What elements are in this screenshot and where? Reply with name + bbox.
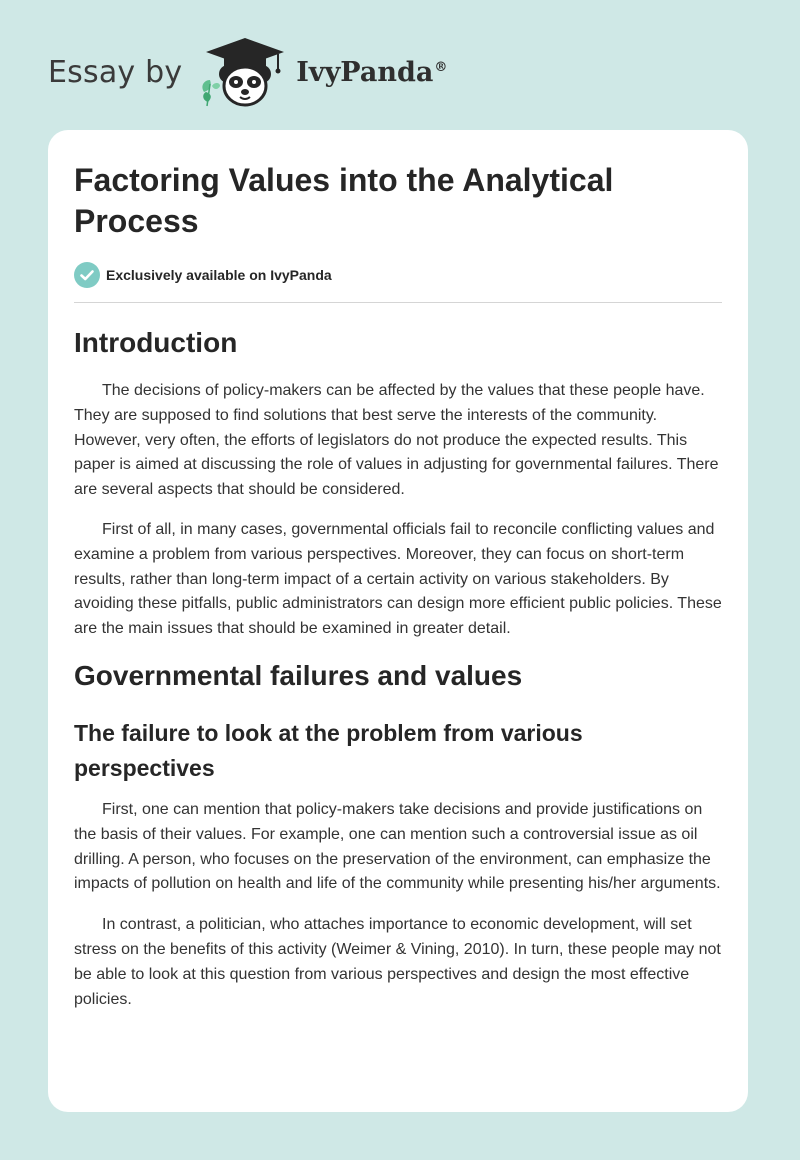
paragraph: The decisions of policy-makers can be affected by the values that these people have. They are supposed to find solutions that best serve the interests of the community. However, very often, the efforts of legislators do not produce the expected results. This paper is aimed at discussing the role of values in adjusting for governmental failures. There are several aspects that should be considered. [74,382,719,499]
essay-title: Factoring Values into the Analytical Process [74,162,614,239]
site-header [48,36,447,108]
exclusive-label: Exclusively available on IvyPanda [106,267,332,283]
check-circle-icon [74,262,100,288]
governmental-failures-heading: Governmental failures and values [74,659,523,691]
introduction-heading: Introduction [74,327,238,358]
brand-name[interactable] [296,57,447,88]
title-divider [74,302,722,303]
essay-card [48,130,748,1112]
paragraph: First of all, in many cases, governmental officials fail to reconcile conflicting values and examine a problem from various perspectives. Moreover, they can focus on short-term results, rather than long-term impact of a certain activity on various stakeholders. By avoiding these pitfalls, public administrators can design more efficient public policies. These are the main issues that should be examined in greater detail. [74,520,722,638]
essay-by-label: Essay by [48,54,183,90]
paragraph: First, one can mention that policy-makers take decisions and provide justifications on the basis of their values. For example, one can mention such a controversial issue as oil drilling. A person, who focuses on the preservation of the environment, can emphasize the impacts of pollution on health and life of the community while presenting his/her arguments. [74,800,721,893]
perspectives-subheading: The failure to look at the problem from various perspectives [74,719,583,781]
exclusive-badge [74,261,722,289]
panda-graduate-logo-icon[interactable] [198,36,292,108]
paragraph: In contrast, a politician, who attaches importance to economic development, will set stress on the benefits of this activity (Weimer & Vining, 2010). In turn, these people may not be able to look at this question from various perspectives and design the most effective policies. [74,916,721,1008]
brand-name-text: IvyPanda [296,56,434,88]
registered-mark: ® [434,59,448,75]
